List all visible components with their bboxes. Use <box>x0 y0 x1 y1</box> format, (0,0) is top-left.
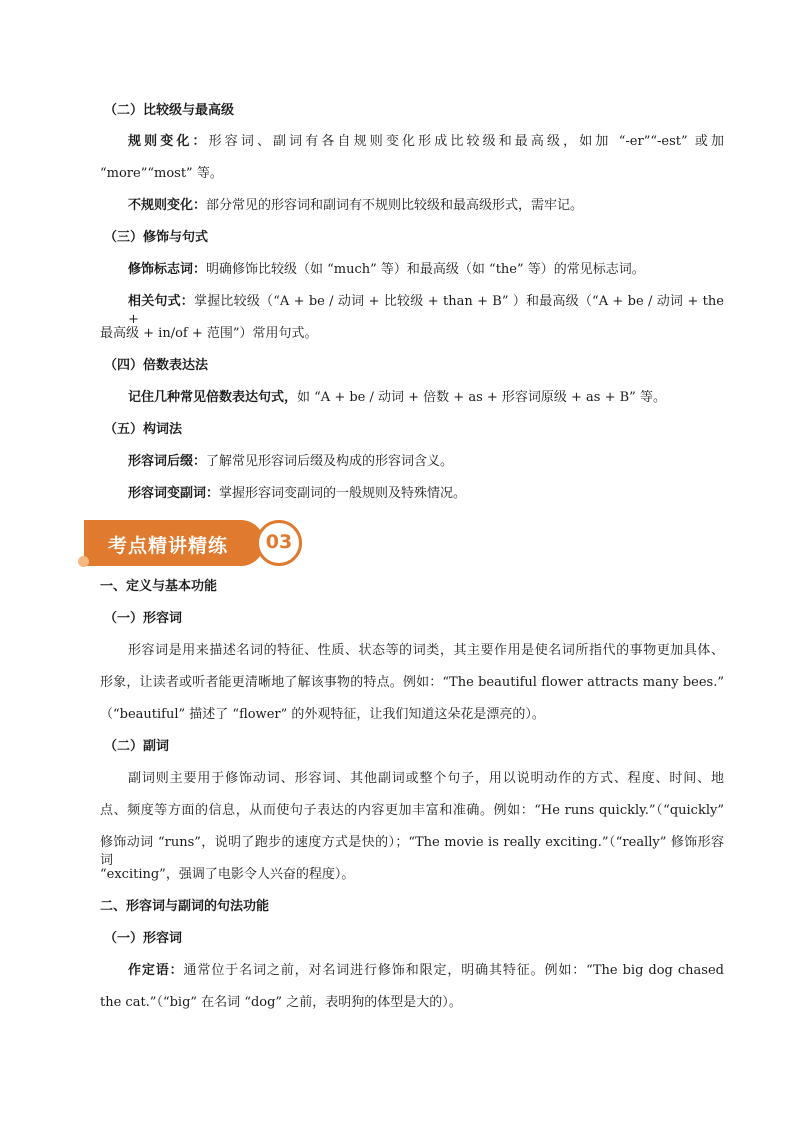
text-part1-adv-4: “exciting”，强调了电影令人兴奋的程度）。 <box>100 867 355 882</box>
para-irregular-change <box>128 197 583 215</box>
heading-part2-adjective: （一）形容词 <box>104 931 183 946</box>
text-regular-1: 形容词、副词有各自规则变化形成比较级和最高级，如加 “-er”“-est” 或加 <box>208 134 724 149</box>
para-regular-change <box>128 133 724 151</box>
label-irregular: 不规则变化： <box>128 198 207 213</box>
text-multiples: 如 “A + be / 动词 + 倍数 + as + 形容词原级 + as + B” 等。 <box>297 390 666 405</box>
text-suffix: 了解常见形容词后缀及构成的形容词含义。 <box>206 454 454 469</box>
banner-title: 考点精讲精练 <box>108 535 229 557</box>
text-attributive-2: the cat.”（“big” 在名词 “dog” 之前，表明狗的体型是大的）。 <box>100 995 462 1010</box>
text-adj-to-adv: 掌握形容词变副词的一般规则及特殊情况。 <box>219 486 467 501</box>
label-suffix: 形容词后缀： <box>128 454 207 469</box>
banner-number: 03 <box>265 531 293 553</box>
label-adj-to-adv: 形容词变副词： <box>128 486 220 501</box>
para-patterns <box>128 293 724 329</box>
para-suffix <box>128 453 453 471</box>
label-patterns: 相关句式： <box>128 294 195 309</box>
heading-part1-adverb: （二）副词 <box>104 739 170 754</box>
para-multiples <box>128 389 666 407</box>
text-part1-adv-3: 修饰动词 “runs”，说明了跑步的速度方式是快的）；“The movie is really exciting.”（“really” 修饰形容词 <box>100 835 724 868</box>
banner-decoration-dot <box>78 556 89 567</box>
para-adj-to-adv <box>128 485 466 503</box>
heading-word-formation: （五）构词法 <box>104 422 183 437</box>
text-attributive-1: 通常位于名词之前，对名词进行修饰和限定，明确其特征。例如：“The big dog chased <box>183 963 724 978</box>
text-irregular: 部分常见的形容词和副词有不规则比较级和最高级形式，需牢记。 <box>206 198 584 213</box>
text-patterns-1: 掌握比较级（“A + be / 动词 + 比较级 + than + B” ）和最高级（“A + be / 动词 + the + <box>128 294 724 327</box>
heading-modifiers: （三）修饰与句式 <box>104 230 209 245</box>
label-attributive: 作定语： <box>128 963 184 978</box>
para-attributive <box>128 962 724 980</box>
label-markers: 修饰标志词： <box>128 262 207 277</box>
heading-part1: 一、定义与基本功能 <box>100 579 218 594</box>
text-part1-adj-1: 形容词是用来描述名词的特征、性质、状态等的词类，其主要作用是使名词所指代的事物更加具体、 <box>128 643 724 658</box>
heading-comparative: （二）比较级与最高级 <box>104 103 235 118</box>
text-patterns-2: 最高级 + in/of + 范围”）常用句式。 <box>100 326 318 341</box>
heading-part1-adjective: （一）形容词 <box>104 611 183 626</box>
para-markers <box>128 261 645 279</box>
section-banner <box>84 520 300 566</box>
heading-part2: 二、形容词与副词的句法功能 <box>100 899 270 914</box>
text-part1-adj-3: （“beautiful” 描述了 “flower” 的外观特征，让我们知道这朵花是漂亮的）。 <box>100 707 545 722</box>
heading-multiples: （四）倍数表达法 <box>104 358 209 373</box>
text-regular-2: “more”“most” 等。 <box>100 166 223 181</box>
text-markers: 明确修饰比较级（如 “much” 等）和最高级（如 “the” 等）的常见标志词。 <box>206 262 645 277</box>
text-part1-adv-1: 副词则主要用于修饰动词、形容词、其他副词或整个句子，用以说明动作的方式、程度、时间、地 <box>128 771 724 786</box>
label-multiples: 记住几种常见倍数表达句式， <box>128 390 298 405</box>
text-part1-adv-2: 点、频度等方面的信息，从而使句子表达的内容更加丰富和准确。例如：“He runs quickly.”（“quickly” <box>100 803 724 818</box>
label-regular: 规则变化： <box>128 134 209 149</box>
text-part1-adj-2: 形象，让读者或听者能更清晰地了解该事物的特点。例如：“The beautiful flower attracts many bees.” <box>100 675 724 690</box>
